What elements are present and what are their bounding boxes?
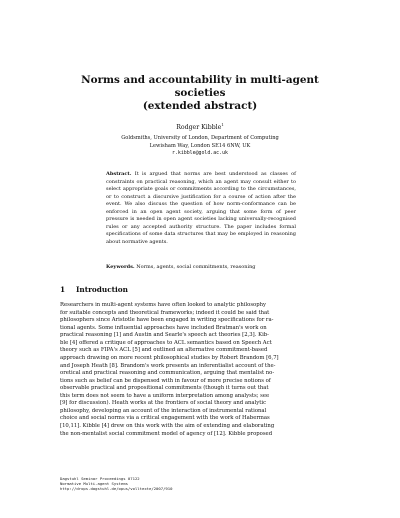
- footer-line: Normative Multi-agent Systems: [60, 481, 128, 487]
- body-line: tional agents. Some influential approaches have included Bratman's work on: [60, 324, 267, 331]
- author-block: [60, 122, 340, 131]
- affiliation-line: Goldsmiths, University of London, Department of Computing: [121, 135, 279, 141]
- abstract: [106, 171, 296, 246]
- body-line: for suitable concepts and theoretical frameworks; indeed it could be said that: [60, 309, 270, 316]
- body-line: ble [4] offered a critique of approaches to ACL semantics based on Speech Act: [60, 339, 272, 346]
- paper-title: [60, 74, 340, 113]
- abstract-text: It is argued that norms are best understood as classes of constraints on practical reasoning, which an agent may consult either to select appropriate goals or commitments according to the circumstances, or to construct a discursive justification for a course of action after the event. We also discuss the question of how norm-conformance can be enforced in an open agent society, arguing that some form of peer pressure is needed in open agent societies lacking universally-recognised rules or any accepted authority structure. The paper includes formal specifications of some data structures that may be employed in reasoning about normative agents.: [106, 171, 296, 245]
- body-line: this term does not seem to have a uniform interpretation among analysts; see: [60, 392, 270, 399]
- affiliation-line: Lewisham Way, London SE14 6NW, UK: [149, 142, 251, 149]
- section-heading: [60, 285, 340, 294]
- keywords-text: Norms, agents, social commitments, reasoning: [136, 264, 256, 270]
- body-text: [60, 302, 341, 438]
- footer-line: Dagstuhl Seminar Proceedings 07122: [60, 476, 140, 481]
- body-line: observable practical and propositional commitments (though it turns out that: [60, 385, 269, 392]
- title-line: societies: [174, 87, 226, 99]
- title-line: Norms and accountability in multi-agent: [81, 74, 319, 86]
- author-footnote-mark: 1: [221, 122, 224, 127]
- body-line: philosophers since Aristotle have been engaged in writing specifications for ra-: [60, 317, 274, 324]
- page-footer: [60, 476, 260, 492]
- body-line: tions such as belief can be dispensed with in favour of more precise notions of: [60, 377, 271, 384]
- body-line: and Joseph Heath [8]. Brandom's work presents an inferentialist account of the-: [60, 362, 276, 369]
- body-line: [10,11]. Kibble [4] drew on this work with the aim of extending and elaborating: [60, 423, 275, 429]
- abstract-label: Abstract.: [106, 171, 132, 177]
- body-line: approach drawing on more recent philosophical studies by Robert Brandom [6,7]: [60, 354, 279, 361]
- title-line: (extended abstract): [142, 100, 258, 112]
- body-line: oretical and practical reasoning and communication, arguing that mentalist no-: [60, 370, 275, 377]
- section-title: Introduction: [76, 285, 128, 294]
- body-line: Researchers in multi-agent systems have often looked to analytic philosophy: [60, 302, 267, 308]
- keywords: [106, 264, 296, 272]
- keywords-label: Keywords.: [106, 264, 135, 270]
- body-line: choice and social norms via a critical engagement with the work of Habermas: [60, 415, 270, 422]
- affiliation: [60, 135, 340, 158]
- body-line: the non-mentalist social commitment model of agency of [12]. Kibble proposed: [60, 430, 273, 437]
- footer-url[interactable]: http://drops.dagstuhl.de/opus/volltexte/2007/910: [60, 486, 173, 492]
- body-line: philosophy, developing an account of the interaction of instrumental rational: [60, 407, 267, 414]
- author-email[interactable]: r.kibble@gold.ac.uk: [172, 150, 228, 157]
- body-line: theory such as FIPA's ACL [5] and outlined an alternative commitment-based: [60, 347, 268, 354]
- section-number: 1: [60, 285, 66, 294]
- body-line: practical reasoning [1] and Austin and Searle's speech act theories [2,3]. Kib-: [60, 332, 269, 339]
- body-line: [9] for discussion). Heath works at the frontiers of social theory and analytic: [60, 400, 267, 407]
- author-name: Rodger Kibble: [176, 124, 222, 132]
